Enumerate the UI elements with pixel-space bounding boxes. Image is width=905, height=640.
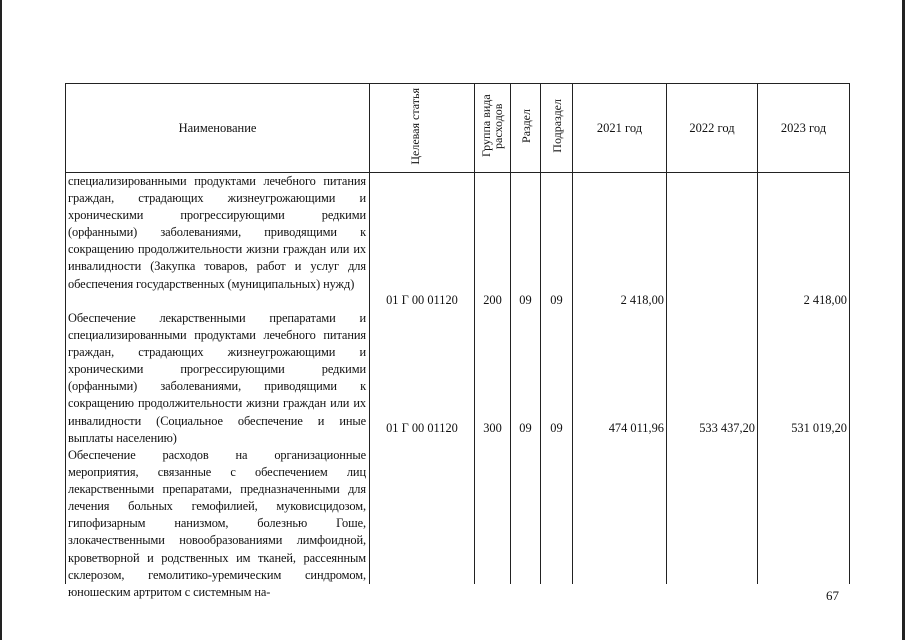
column-target-article xyxy=(370,173,475,585)
header-2021: 2021 год xyxy=(573,84,667,173)
row-1-2023: 2 418,00 xyxy=(803,293,847,307)
column-expense-group xyxy=(475,173,511,585)
column-subsection xyxy=(541,173,573,585)
row-2-target-article: 01 Г 00 01120 xyxy=(386,421,458,435)
header-2022: 2022 год xyxy=(667,84,758,173)
table-body-row xyxy=(66,173,850,585)
header-section: Раздел xyxy=(511,84,541,173)
row-1-name: специализированными продуктами лечебного питания граждан, страдающих жизнеугрожающими и хроническими прогрессирующими редкими (орфанными) заболеваниями, приводящими к сокращению продолжительности жизни граждан или их инвалидности (Закупка товаров, работ и услуг для обеспечения государственных (муниципальных) нужд) xyxy=(68,174,366,291)
table-header-row xyxy=(66,84,850,173)
row-1-target-article: 01 Г 00 01120 xyxy=(386,293,458,307)
column-2021 xyxy=(573,173,667,585)
page-number: 67 xyxy=(826,588,839,603)
header-name: Наименование xyxy=(66,84,370,173)
column-2023 xyxy=(758,173,850,585)
column-2022 xyxy=(667,173,758,585)
scan-left-edge xyxy=(0,0,2,640)
row-2-2022: 533 437,20 xyxy=(699,421,755,435)
row-2-section: 09 xyxy=(519,421,532,435)
row-2-expense-group: 300 xyxy=(483,421,502,435)
row-2-2021: 474 011,96 xyxy=(608,421,664,435)
column-name xyxy=(66,173,370,599)
header-expense-group: Группа вида расходов xyxy=(475,84,511,173)
header-2023: 2023 год xyxy=(758,84,850,173)
header-target-article: Целевая статья xyxy=(370,84,475,173)
row-2-name: Обеспечение лекарственными препаратами и специализированными продуктами лечебного питания граждан, страдающих жизнеугрожающими и хроническими прогрессирующими редкими (орфанными) заболеваниями, приводящими к сокращению продолжительности жизни граждан или их инвалидности (Социальное обеспечение и иные выплаты населению) xyxy=(68,311,366,445)
column-section xyxy=(511,173,541,585)
row-2-subsection: 09 xyxy=(550,421,563,435)
row-1-subsection: 09 xyxy=(550,293,563,307)
row-3-name: Обеспечение расходов на организационные мероприятия, связанные с обеспечением лиц лекарственными препаратами, предназначенными для лечения больных гемофилией, муковисцидозом, гипофизарным нанизмом, болезнью Гоше, злокачественными новообразованиями лимфоидной, кроветворной и родственных им тканей, рассеянным склерозом, гемолитико-уремическим синдромом, юношеским артритом с системным на- xyxy=(68,448,366,599)
row-2-2023: 531 019,20 xyxy=(791,421,847,435)
row-1-section: 09 xyxy=(519,293,532,307)
row-1-expense-group: 200 xyxy=(483,293,502,307)
header-subsection: Подраздел xyxy=(541,84,573,173)
row-1-2021: 2 418,00 xyxy=(620,293,664,307)
